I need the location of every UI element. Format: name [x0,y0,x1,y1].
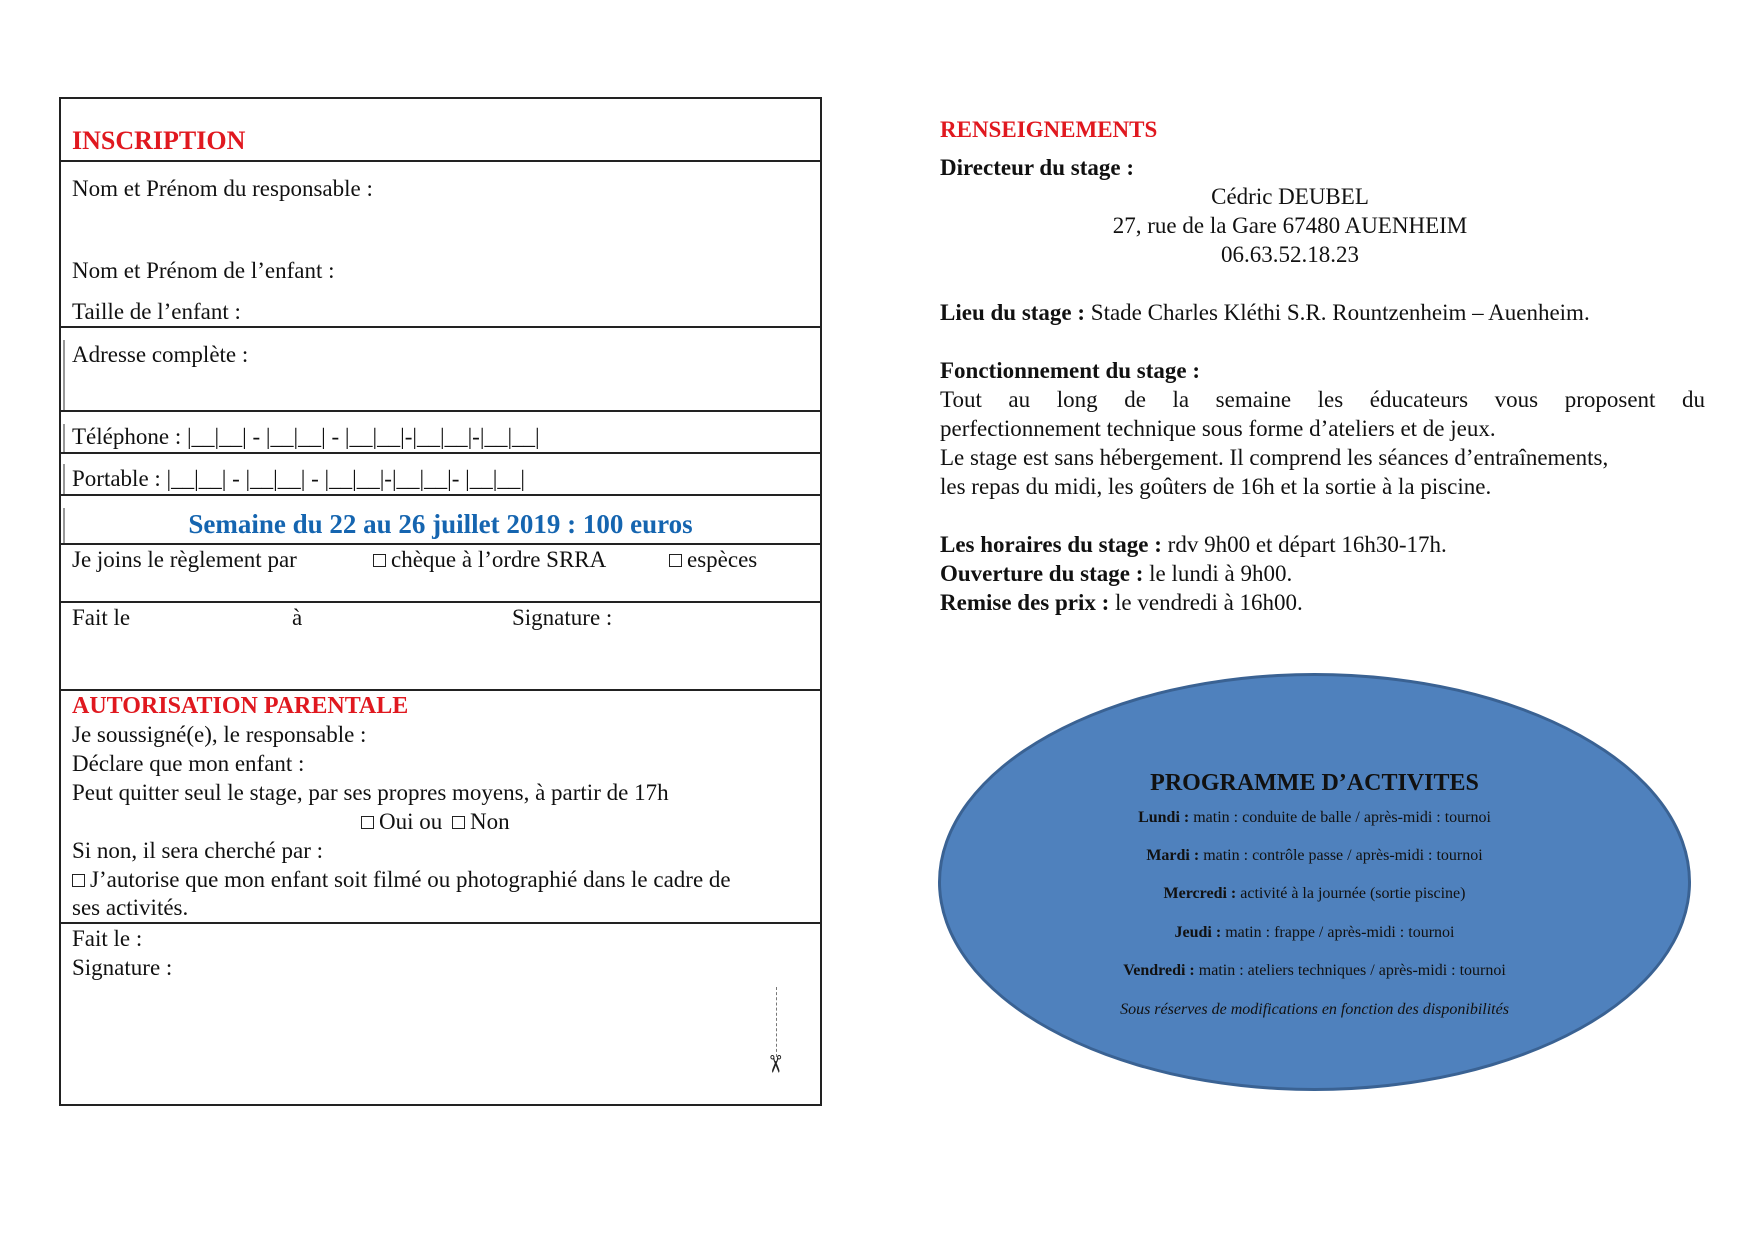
directeur-phone: 06.63.52.18.23 [1221,242,1359,267]
programme-title: PROGRAMME D’ACTIVITES [1150,770,1479,796]
a-label: à [292,605,303,630]
horaires-label: Les horaires du stage : [940,532,1162,557]
fait-le-label: Fait le [72,605,131,630]
ouverture-line [940,561,1292,587]
directeur-name: Cédric DEUBEL [1211,184,1369,209]
directeur-address: 27, rue de la Gare 67480 AUENHEIM [1112,213,1468,238]
field-marker [63,340,65,410]
cheque-option[interactable]: chèque à l’ordre SRRA [373,547,606,573]
programme-note: Sous réserves de modifications en fonction des disponibilités [1120,1001,1509,1018]
identity-section [61,162,820,328]
remise-value: le vendredi à 16h00. [1109,590,1303,615]
programme-ellipse [938,673,1691,1091]
photo-checkbox[interactable] [72,874,85,887]
field-marker [63,424,65,452]
autorisation-line1: Je soussigné(e), le responsable : [72,722,367,747]
autorisation-line3: Peut quitter seul le stage, par ses propres moyens, à partir de 17h [72,780,669,805]
autorisation-section [61,691,820,924]
inscription-header [61,99,820,162]
ouverture-label: Ouverture du stage : [940,561,1144,586]
autorisation-line4: Si non, il sera cherché par : [72,838,323,863]
inscription-title: INSCRIPTION [72,126,246,155]
signature-label: Signature : [512,605,613,630]
programme-day-mardi: Mardi : matin : contrôle passe / après-midi : tournoi [1146,847,1483,864]
autorisation-title: AUTORISATION PARENTALE [72,693,409,719]
programme-day-lundi: Lundi : matin : conduite de balle / après-midi : tournoi [1138,809,1491,826]
fait-le-2-label: Fait le : [72,926,143,951]
portable-field: Portable : |__|__| - |__|__| - |__|__|-|__|__|- |__|__| [72,466,525,491]
remise-label: Remise des prix : [940,590,1110,615]
fonct-line2: perfectionnement technique sous forme d’ateliers et de jeux. [940,416,1496,441]
renseignements-title: RENSEIGNEMENTS [940,117,1158,142]
fonct-line3: Le stage est sans hébergement. Il comprend les séances d’entraînements, [940,445,1609,470]
field-marker [63,464,65,494]
fait-section [61,603,820,691]
enfant-label: Nom et Prénom de l’enfant : [72,258,335,283]
adresse-section [61,328,820,412]
especes-checkbox[interactable] [669,554,682,567]
remise-line [940,590,1303,616]
directeur-label: Directeur du stage : [940,155,1134,180]
programme-day-jeudi: Jeudi : matin : frappe / après-midi : tournoi [1174,924,1455,941]
non-checkbox[interactable] [452,816,465,829]
signature-section [61,924,820,1106]
telephone-section [61,412,820,454]
oui-non-options [361,809,510,835]
programme-day-mercredi: Mercredi : activité à la journée (sortie piscine) [1163,885,1466,902]
photo-consent: J’autorise que mon enfant soit filmé ou photographié dans le cadre de [72,867,731,893]
ouverture-value: le lundi à 9h00. [1143,561,1293,586]
oui-checkbox[interactable] [361,816,374,829]
lieu-line [940,300,1590,326]
horaires-value: rdv 9h00 et départ 16h30-17h. [1161,532,1447,557]
lieu-label: Lieu du stage : [940,300,1086,325]
oui-label: Oui ou [379,809,443,834]
horaires-line [940,532,1447,558]
reglement-label: Je joins le règlement par [72,547,297,572]
taille-label: Taille de l’enfant : [72,299,241,324]
semaine-section [61,496,820,545]
semaine-price: Semaine du 22 au 26 juillet 2019 : 100 euros [188,509,693,539]
responsable-label: Nom et Prénom du responsable : [72,176,373,201]
scissors-icon: ✂ [761,1053,788,1075]
autorisation-line5b: ses activités. [72,895,189,920]
signature-2-label: Signature : [72,955,173,980]
portable-section [61,454,820,496]
cut-line [776,987,777,1057]
programme-day-vendredi: Vendredi : matin : ateliers techniques / après-midi : tournoi [1123,962,1506,979]
reglement-section [61,545,820,603]
lieu-value: Stade Charles Kléthi S.R. Rountzenheim – Auenheim. [1085,300,1590,325]
inscription-form [59,97,822,1106]
autorisation-line2: Déclare que mon enfant : [72,751,305,776]
adresse-label: Adresse complète : [72,342,249,367]
non-label: Non [470,809,510,834]
fonct-line4: les repas du midi, les goûters de 16h et la sortie à la piscine. [940,474,1492,499]
telephone-field: Téléphone : |__|__| - |__|__| - |__|__|-|__|__|-|__|__| [72,424,540,449]
fonctionnement-label: Fonctionnement du stage : [940,358,1201,383]
fonct-line1: Tout au long de la semaine les éducateurs vous proposent du [940,387,1705,412]
cheque-checkbox[interactable] [373,554,386,567]
especes-option[interactable]: espèces [669,547,757,573]
